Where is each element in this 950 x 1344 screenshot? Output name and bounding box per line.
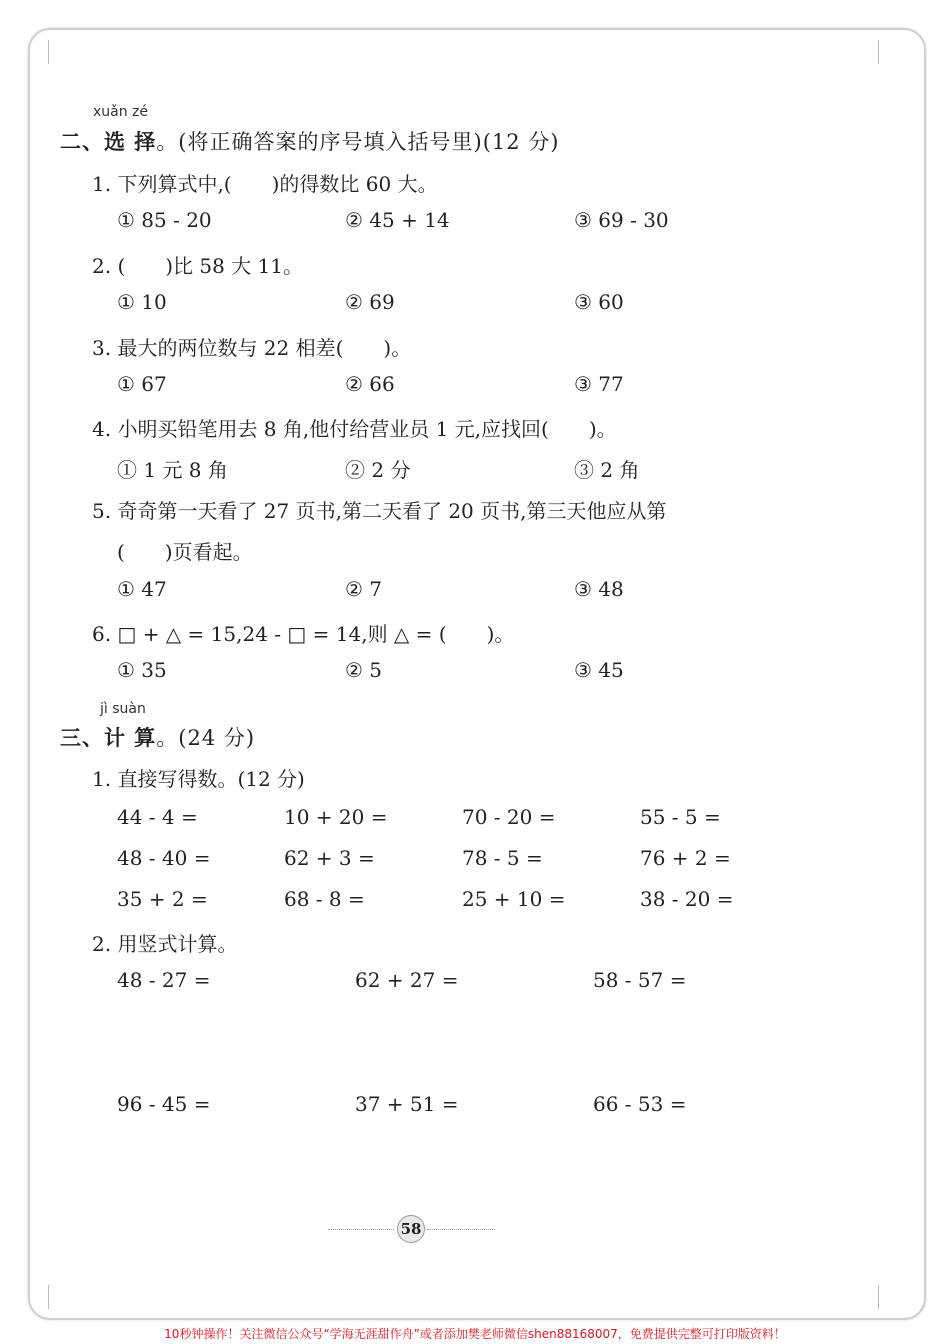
option-6c: ③ 45 [574, 658, 624, 682]
option-6b: ② 5 [345, 658, 383, 682]
calc-item: 76 + 2 = [640, 846, 731, 870]
calc-item: 62 + 3 = [284, 846, 375, 870]
section2-heading [60, 126, 559, 156]
footer-notice: 10秒钟操作！关注微信公众号“学海无涯甜作舟”或者添加樊老师微信shen88168007，免费提供完整可打印版资料！ [164, 1327, 786, 1341]
question-3: 3. 最大的两位数与 22 相差( )。 [92, 336, 412, 360]
question-5: 5. 奇奇第一天看了 27 页书,第二天看了 20 页书,第三天他应从第 [92, 499, 667, 523]
page-number-rule-left [328, 1229, 394, 1230]
calc-item: 38 - 20 = [640, 887, 734, 911]
question-4: 4. 小明买铅笔用去 8 角,他付给营业员 1 元,应找回( )。 [92, 417, 617, 441]
crop-mark [48, 1285, 49, 1309]
vertical-calc-item: 48 - 27 = [117, 968, 211, 992]
option-4c: ③ 2 角 [574, 458, 640, 482]
question-2: 2. ( )比 58 大 11。 [92, 254, 304, 278]
calc-item: 68 - 8 = [284, 887, 365, 911]
page-number: 58 [397, 1215, 425, 1243]
vertical-calc-item: 37 + 51 = [355, 1092, 459, 1116]
crop-mark [878, 40, 879, 64]
calc-item: 55 - 5 = [640, 805, 721, 829]
crop-mark [878, 1285, 879, 1309]
option-3a: ① 67 [117, 372, 167, 396]
vertical-calc-item: 58 - 57 = [593, 968, 687, 992]
option-2c: ③ 60 [574, 290, 624, 314]
option-4a: ① 1 元 8 角 [117, 458, 228, 482]
section3-note: 。(24 分) [156, 726, 256, 750]
option-2b: ② 69 [345, 290, 395, 314]
option-5c: ③ 48 [574, 577, 624, 601]
vertical-calc-item: 62 + 27 = [355, 968, 459, 992]
option-3c: ③ 77 [574, 372, 624, 396]
option-1b: ② 45 + 14 [345, 208, 450, 232]
section3-title: 三、计 算 [60, 725, 157, 750]
vertical-calc-item: 66 - 53 = [593, 1092, 687, 1116]
calc-item: 35 + 2 = [117, 887, 208, 911]
vertical-calc-item: 96 - 45 = [117, 1092, 211, 1116]
section2-pinyin: xuǎn zé [93, 104, 149, 120]
calc-item: 48 - 40 = [117, 846, 211, 870]
option-1c: ③ 69 - 30 [574, 208, 669, 232]
option-5b: ② 7 [345, 577, 383, 601]
question-5-line2: ( )页看起。 [117, 540, 253, 564]
calc-item: 78 - 5 = [462, 846, 543, 870]
option-6a: ① 35 [117, 658, 167, 682]
option-3b: ② 66 [345, 372, 395, 396]
page-number-rule-right [427, 1229, 495, 1230]
calc-item: 25 + 10 = [462, 887, 566, 911]
section2-title: 二、选 择 [60, 129, 157, 154]
crop-mark [48, 40, 49, 64]
option-5a: ① 47 [117, 577, 167, 601]
calc-item: 44 - 4 = [117, 805, 198, 829]
section2-note: 。(将正确答案的序号填入括号里)(12 分) [156, 130, 560, 154]
calc-item: 70 - 20 = [462, 805, 556, 829]
option-1a: ① 85 - 20 [117, 208, 212, 232]
question-6: 6. □ + △ = 15,24 - □ = 14,则 △ = ( )。 [92, 622, 515, 646]
section3-heading [60, 722, 255, 752]
calc-part2-label: 2. 用竖式计算。 [92, 932, 238, 956]
section3-pinyin: jì suàn [100, 701, 146, 717]
option-2a: ① 10 [117, 290, 167, 314]
calc-part1-label: 1. 直接写得数。(12 分) [92, 767, 305, 791]
question-1: 1. 下列算式中,( )的得数比 60 大。 [92, 172, 438, 196]
calc-item: 10 + 20 = [284, 805, 388, 829]
option-4b: ② 2 分 [345, 458, 411, 482]
